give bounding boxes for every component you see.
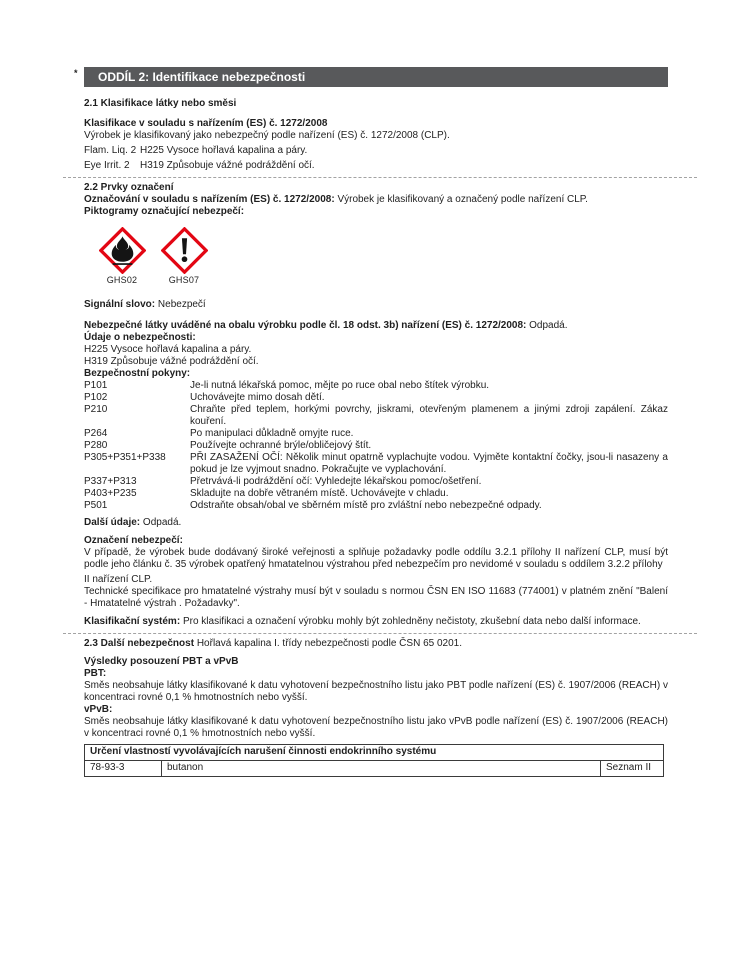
dangerous-substances-text: Odpadá. <box>529 320 568 331</box>
pictogram-code: GHS07 <box>168 275 200 285</box>
p-text: Odstraňte obsah/obal ve sběrném místě pro zvláštní nebo nebezpečné odpady. <box>190 500 542 511</box>
section-2-title: ODDÍL 2: Identifikace nebezpečnosti <box>98 70 306 84</box>
signal-word-value: Nebezpečí <box>157 299 206 310</box>
hazard-phrase: H225 Vysoce hořlavá kapalina a páry. <box>140 145 308 156</box>
hazard-class: Eye Irrit. 2 <box>84 160 130 171</box>
heading-2-3-line <box>84 638 668 650</box>
labelling-line <box>84 194 668 206</box>
p-phrase-row <box>84 452 668 476</box>
classification-intro: Výrobek je klasifikovaný jako nebezpečný podle nařízení (ES) č. 1272/2008 (CLP). <box>84 130 450 141</box>
p-phrase-row <box>84 488 668 500</box>
p-text: Je-li nutná lékařská pomoc, mějte po ruce obal nebo štítek výrobku. <box>190 380 490 391</box>
labelling-label: Označování v souladu s nařízením (ES) č. 1272/2008: <box>84 194 335 205</box>
p-code: P101 <box>84 380 108 391</box>
classification-system-label: Klasifikační systém: <box>84 616 181 627</box>
hazard-statement: H225 Vysoce hořlavá kapalina a páry. <box>84 344 252 355</box>
hazard-class: Flam. Liq. 2 <box>84 145 137 156</box>
classification-row <box>84 145 668 157</box>
pictogram-code: GHS02 <box>106 275 138 285</box>
table-header-row <box>85 745 664 761</box>
p-code: P403+P235 <box>84 488 137 499</box>
p-code: P337+P313 <box>84 476 137 487</box>
dashed-divider <box>63 633 697 634</box>
revision-marker: * <box>74 68 78 78</box>
classification-regulation-label: Klasifikace v souladu s nařízením (ES) č. 1272/2008 <box>84 118 328 129</box>
danger-marking-paragraph: V případě, že výrobek bude dodávaný široké veřejnosti a splňuje požadavky podle oddílu 3.2.1 přílohy II nařízení CLP, musí být podle jeho článku č. 35 výrobek opatřený hmatatelnou výstrahou před nebezpečím pro nevidomé v souladu s oddílem 3.2.2 přílohy <box>84 547 668 570</box>
ghs02-pictogram <box>94 227 150 286</box>
p-code: P102 <box>84 392 108 403</box>
signal-word-label: Signální slovo: <box>84 299 156 310</box>
list-cell: Seznam II <box>601 761 664 777</box>
p-text: Používejte ochranné brýle/obličejový štít. <box>190 440 372 451</box>
endocrine-disruptor-table <box>84 744 664 777</box>
danger-marking-paragraph: Technické specifikace pro hmatatelné výstrahy musí být v souladu s normou ČSN EN ISO 11683 (774001) v platném znění "Balení - Hmatatelné výstrah . Požadavky". <box>84 586 668 609</box>
signal-word-line <box>84 299 668 311</box>
classification-row <box>84 160 668 172</box>
hazard-statement: H319 Způsobuje vážné podráždění očí. <box>84 356 259 367</box>
danger-marking-paragraph: II nařízení CLP. <box>84 574 153 585</box>
pictogram-row <box>94 227 668 286</box>
vpvb-text: Směs neobsahuje látky klasifikované k datu vyhotovení bezpečnostního listu jako vPvB podle nařízení (ES) č. 1907/2006 (REACH) v koncentraci rovné 0,1 % hmotnostních nebo vyšší. <box>84 716 668 739</box>
section-2-header-bar <box>74 67 668 87</box>
p-code: P501 <box>84 500 108 511</box>
dangerous-substances-line <box>84 320 668 332</box>
document-content <box>74 0 668 777</box>
p-code: P305+P351+P338 <box>84 452 166 463</box>
pictograms-label: Piktogramy označující nebezpečí: <box>84 206 245 217</box>
heading-2-3: 2.3 Další nebezpečnost <box>84 638 195 649</box>
ghs07-pictogram <box>156 227 212 286</box>
p-text: Uchovávejte mimo dosah dětí. <box>190 392 325 403</box>
hazard-phrase: H319 Způsobuje vážné podráždění očí. <box>140 160 315 171</box>
table-header: Určení vlastností vyvolávajících narušení činnosti endokrinního systému <box>85 745 664 761</box>
pbt-text: Směs neobsahuje látky klasifikované k datu vyhotovení bezpečnostního listu jako PBT podle nařízení (ES) č. 1907/2006 (REACH) v koncentraci rovné 0,1 % hmotnostních nebo vyšší. <box>84 680 668 703</box>
cas-number-cell: 78-93-3 <box>85 761 162 777</box>
heading-2-1: 2.1 Klasifikace látky nebo směsi <box>84 98 237 109</box>
additional-data-text: Odpadá. <box>142 517 182 528</box>
p-phrase-row <box>84 476 668 488</box>
dashed-divider <box>63 177 697 178</box>
p-phrase-row <box>84 404 668 428</box>
precaution-statements-label: Bezpečnostní pokyny: <box>84 368 191 379</box>
p-text: Po manipulaci důkladně omyjte ruce. <box>190 428 354 439</box>
table-row <box>85 761 664 777</box>
danger-marking-label: Označení nebezpečí: <box>84 535 183 546</box>
p-text: Chraňte před teplem, horkými povrchy, jiskrami, otevřeným plamenem a jinými zdroji zapálení. Zákaz kouření. <box>190 404 668 427</box>
p-phrase-row <box>84 380 668 392</box>
flame-icon <box>94 227 150 274</box>
p-text: Přetrvává-li podráždění očí: Vyhledejte lékařskou pomoc/ošetření. <box>190 476 482 487</box>
p-phrase-row <box>84 428 668 440</box>
substance-name-cell: butanon <box>162 761 601 777</box>
dangerous-substances-label: Nebezpečné látky uváděné na obalu výrobku podle čl. 18 odst. 3b) nařízení (ES) č. 1272/2008: <box>84 320 527 331</box>
p-code: P280 <box>84 440 108 451</box>
heading-2-3-text: Hořlavá kapalina I. třídy nebezpečnosti podle ČSN 65 0201. <box>196 638 462 649</box>
additional-data-label: Další údaje: <box>84 517 141 528</box>
labelling-text: Výrobek je klasifikovaný a označený podle nařízení CLP. <box>337 194 588 205</box>
hazard-statements-label: Údaje o nebezpečnosti: <box>84 332 196 343</box>
classification-system-line <box>84 616 668 628</box>
pbt-results-heading: Výsledky posouzení PBT a vPvB <box>84 656 239 667</box>
p-phrase-row <box>84 500 668 512</box>
p-code: P210 <box>84 404 108 415</box>
exclamation-mark-icon <box>156 227 212 274</box>
pbt-label: PBT: <box>84 668 107 679</box>
p-phrase-row <box>84 392 668 404</box>
p-phrase-row <box>84 440 668 452</box>
vpvb-label: vPvB: <box>84 704 113 715</box>
p-code: P264 <box>84 428 108 439</box>
classification-system-text: Pro klasifikaci a označení výrobku mohly být zohledněny nečistoty, zkušební data nebo další informace. <box>182 616 641 627</box>
heading-2-2: 2.2 Prvky označení <box>84 182 174 193</box>
p-text: Skladujte na dobře větraném místě. Uchovávejte v chladu. <box>190 488 449 499</box>
additional-data-line <box>84 517 668 529</box>
p-text: PŘI ZASAŽENÍ OČÍ: Několik minut opatrně vyplachujte vodou. Vyjměte kontaktní čočky, jsou-li nasazeny a pokud je lze vyjmout snadno. Pokračujte ve vyplachování. <box>190 452 668 475</box>
